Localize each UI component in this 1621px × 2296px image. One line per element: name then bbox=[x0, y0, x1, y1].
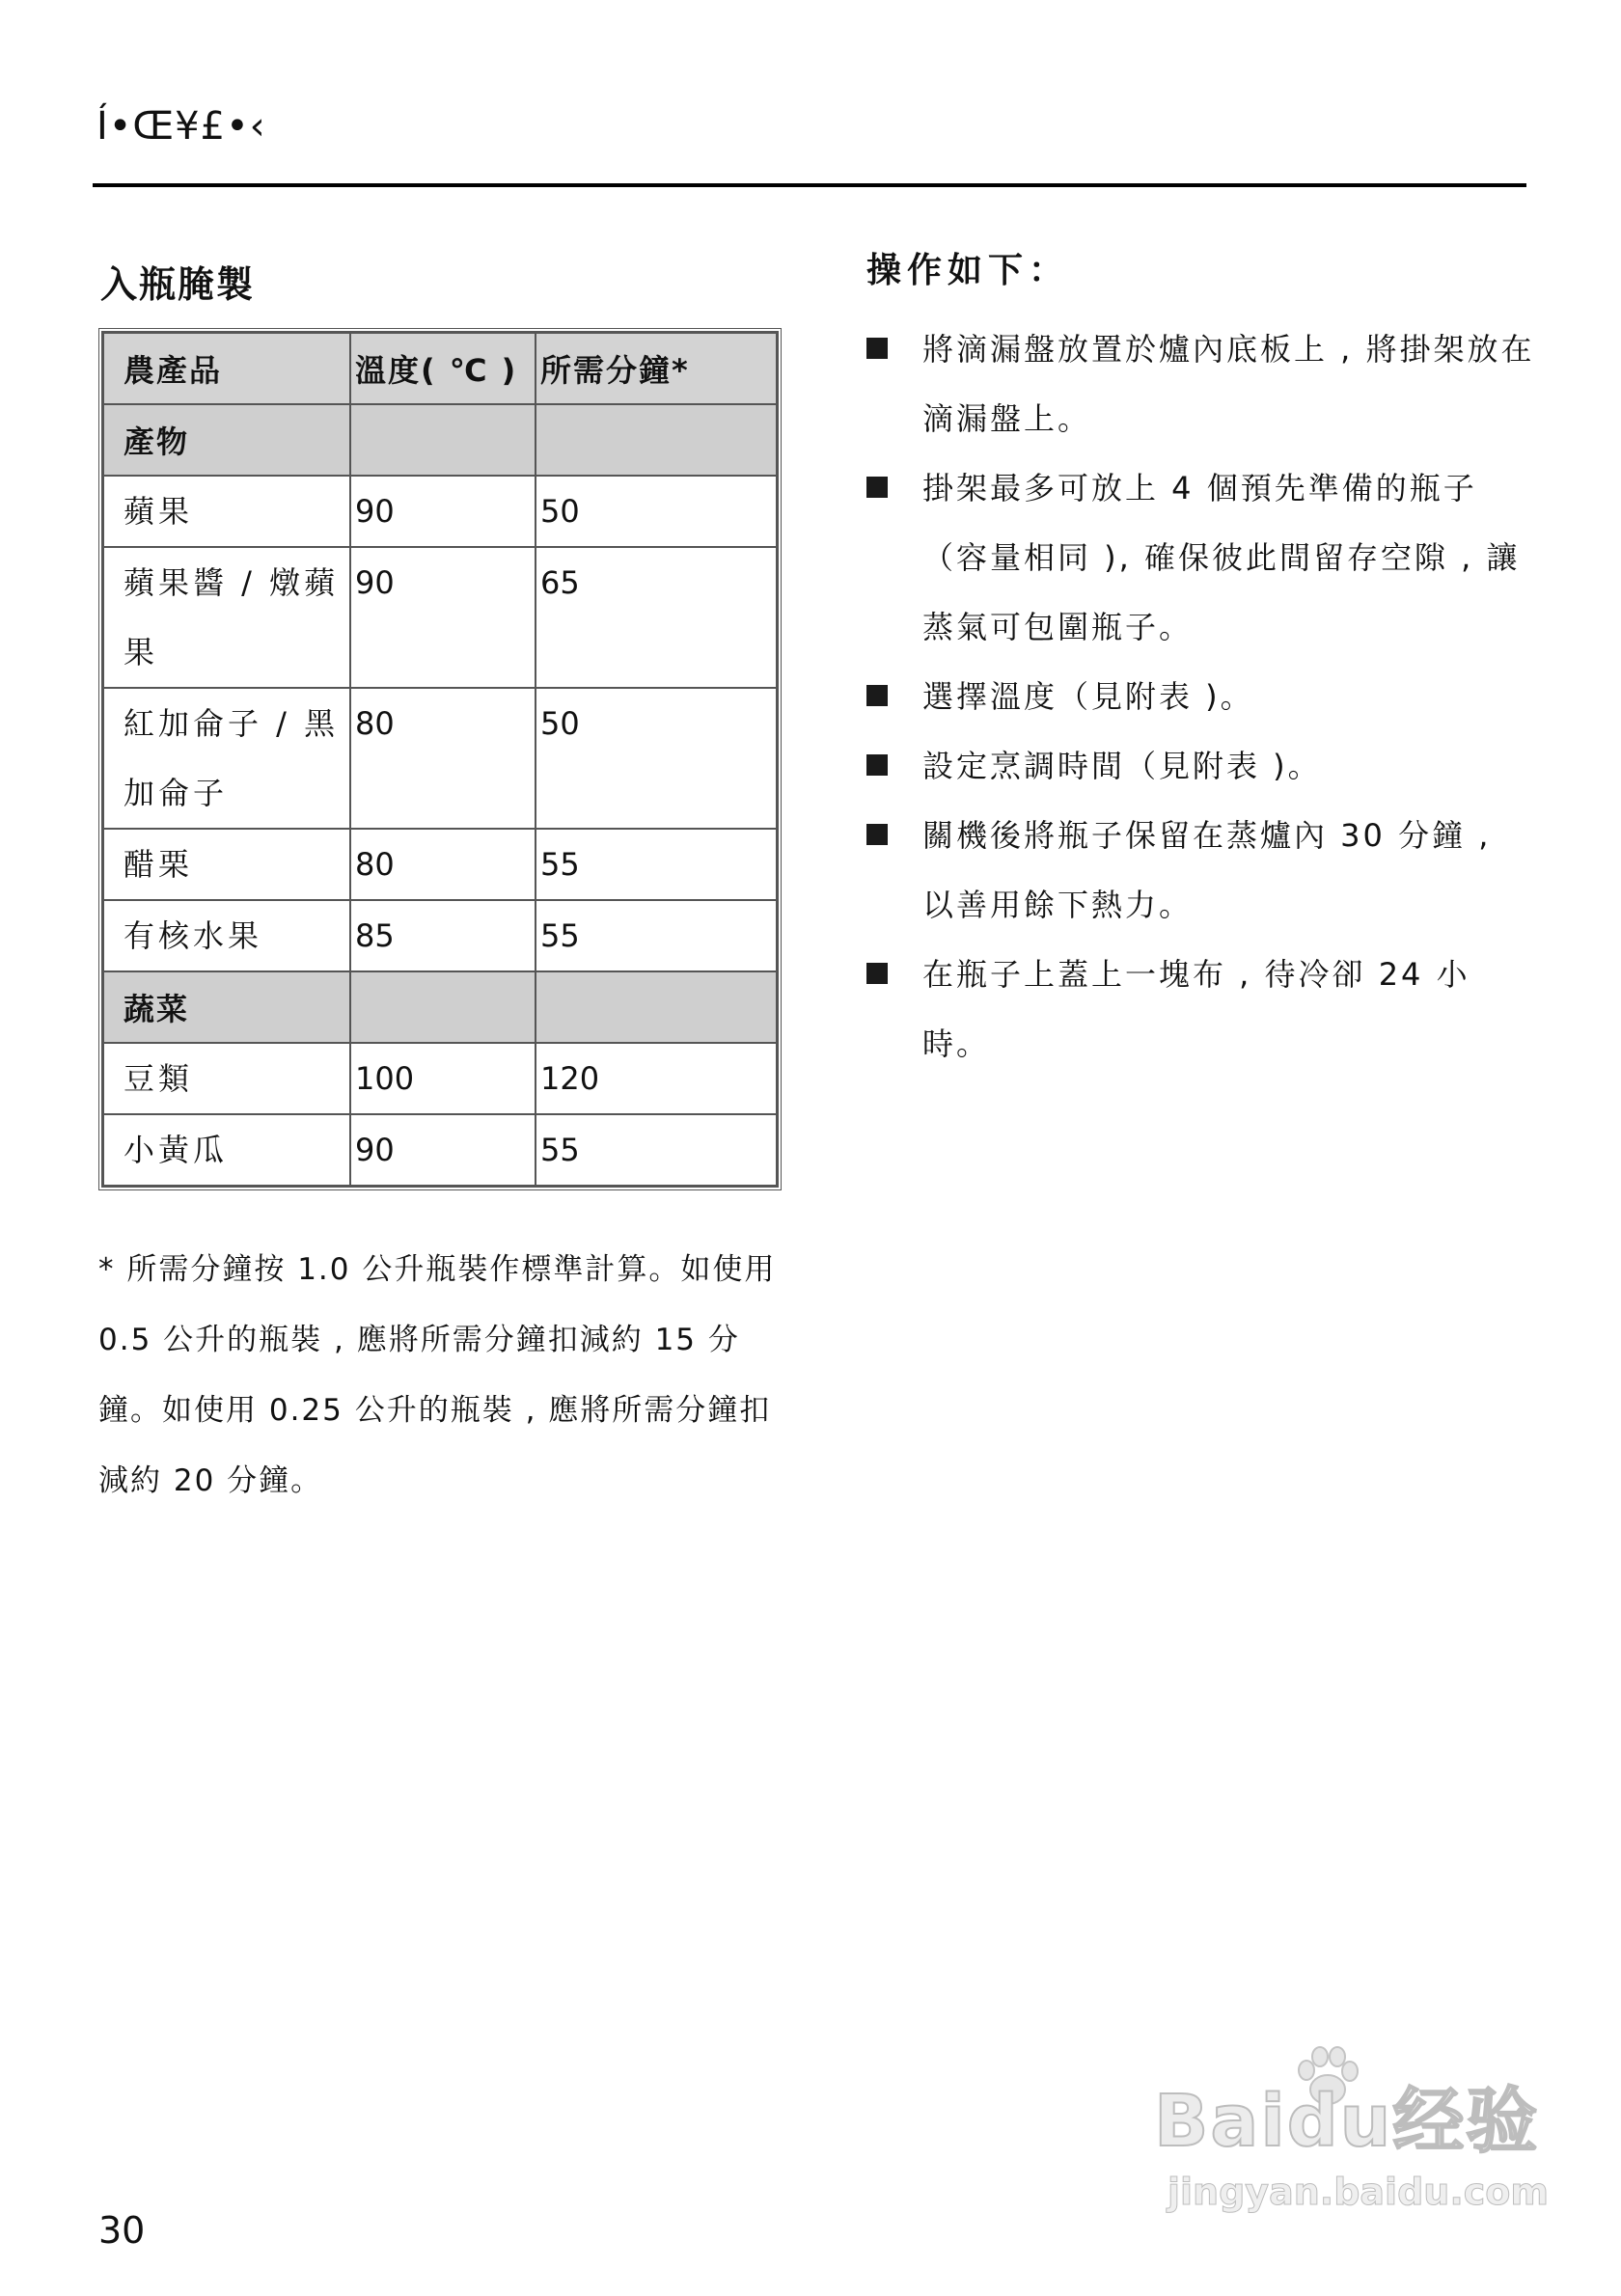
temperature-cell: 100 bbox=[350, 1043, 536, 1114]
step-text: 將滴漏盤放置於爐內底板上 , 將掛架放在滴漏盤上。 bbox=[922, 331, 1535, 437]
category-row-fruit bbox=[103, 404, 777, 476]
list-item bbox=[861, 801, 1536, 940]
page-number: 30 bbox=[98, 2209, 146, 2252]
square-bullet-icon bbox=[866, 338, 888, 359]
table-row bbox=[103, 829, 777, 900]
canning-table bbox=[98, 328, 782, 1190]
footnote: * 所需分鐘按 1.0 公升瓶裝作標準計算。如使用 0.5 公升的瓶裝 , 應將所需分鐘扣減約 15 分鐘。如使用 0.25 公升的瓶裝 , 應將所需分鐘扣減約 20 分鐘。 bbox=[98, 1252, 777, 1498]
minutes-cell: 50 bbox=[536, 688, 777, 829]
temperature-cell: 90 bbox=[350, 1114, 536, 1186]
table-row bbox=[103, 1114, 777, 1186]
produce-cell: 蘋果 bbox=[103, 476, 350, 547]
table-row bbox=[103, 476, 777, 547]
minutes-cell: 65 bbox=[536, 547, 777, 688]
header-produce: 農產品 bbox=[103, 333, 350, 404]
step-text: 關機後將瓶子保留在蒸爐內 30 分鐘 , 以善用餘下熱力。 bbox=[922, 817, 1492, 923]
category-label: 產物 bbox=[103, 404, 350, 476]
list-item bbox=[861, 940, 1536, 1079]
produce-cell: 醋栗 bbox=[103, 829, 350, 900]
square-bullet-icon bbox=[866, 477, 888, 498]
step-text: 選擇溫度（見附表 )。 bbox=[922, 678, 1254, 715]
table-row bbox=[103, 1043, 777, 1114]
produce-cell: 豆類 bbox=[103, 1043, 350, 1114]
header-minutes: 所需分鐘* bbox=[536, 333, 777, 404]
temperature-cell: 85 bbox=[350, 900, 536, 971]
category-empty-cell bbox=[350, 404, 536, 476]
produce-cell: 小黃瓜 bbox=[103, 1114, 350, 1186]
table-header-row bbox=[103, 333, 777, 404]
operations-title: 操作如下： bbox=[866, 251, 1070, 290]
minutes-cell: 55 bbox=[536, 829, 777, 900]
step-text: 設定烹調時間（見附表 )。 bbox=[922, 748, 1322, 784]
temperature-cell: 90 bbox=[350, 476, 536, 547]
table-row bbox=[103, 547, 777, 688]
square-bullet-icon bbox=[866, 685, 888, 706]
square-bullet-icon bbox=[866, 963, 888, 984]
watermark-sub: jingyan.baidu.com bbox=[1168, 2171, 1549, 2213]
list-item bbox=[861, 314, 1536, 453]
produce-cell: 蘋果醬 / 燉蘋果 bbox=[103, 547, 350, 688]
temperature-cell: 80 bbox=[350, 688, 536, 829]
category-row-vegetables bbox=[103, 971, 777, 1043]
category-empty-cell bbox=[536, 404, 777, 476]
minutes-cell: 55 bbox=[536, 1114, 777, 1186]
minutes-cell: 120 bbox=[536, 1043, 777, 1114]
list-item bbox=[861, 662, 1536, 731]
category-empty-cell bbox=[350, 971, 536, 1043]
baidu-watermark bbox=[1154, 2064, 1579, 2238]
category-empty-cell bbox=[536, 971, 777, 1043]
operations-list bbox=[861, 314, 1536, 1079]
watermark-main: Baidu经验 bbox=[1154, 2080, 1540, 2163]
step-text: 掛架最多可放上 4 個預先準備的瓶子（容量相同 ), 確保彼此間留存空隙 , 讓蒸氣可包圍瓶子。 bbox=[922, 470, 1521, 645]
minutes-cell: 50 bbox=[536, 476, 777, 547]
temperature-cell: 90 bbox=[350, 547, 536, 688]
header-temperature: 溫度( ℃ ) bbox=[350, 333, 536, 404]
minutes-cell: 55 bbox=[536, 900, 777, 971]
category-label: 蔬菜 bbox=[103, 971, 350, 1043]
produce-cell: 有核水果 bbox=[103, 900, 350, 971]
produce-cell: 紅加侖子 / 黑加侖子 bbox=[103, 688, 350, 829]
header-title: Í•Œ¥£•‹ bbox=[96, 104, 266, 149]
section-title: 入瓶腌製 bbox=[100, 263, 256, 306]
table-row bbox=[103, 900, 777, 971]
header-divider bbox=[93, 183, 1526, 187]
step-text: 在瓶子上蓋上一塊布 , 待冷卻 24 小時。 bbox=[922, 956, 1470, 1062]
temperature-cell: 80 bbox=[350, 829, 536, 900]
list-item bbox=[861, 731, 1536, 801]
list-item bbox=[861, 453, 1536, 662]
square-bullet-icon bbox=[866, 824, 888, 845]
square-bullet-icon bbox=[866, 754, 888, 776]
table-row bbox=[103, 688, 777, 829]
